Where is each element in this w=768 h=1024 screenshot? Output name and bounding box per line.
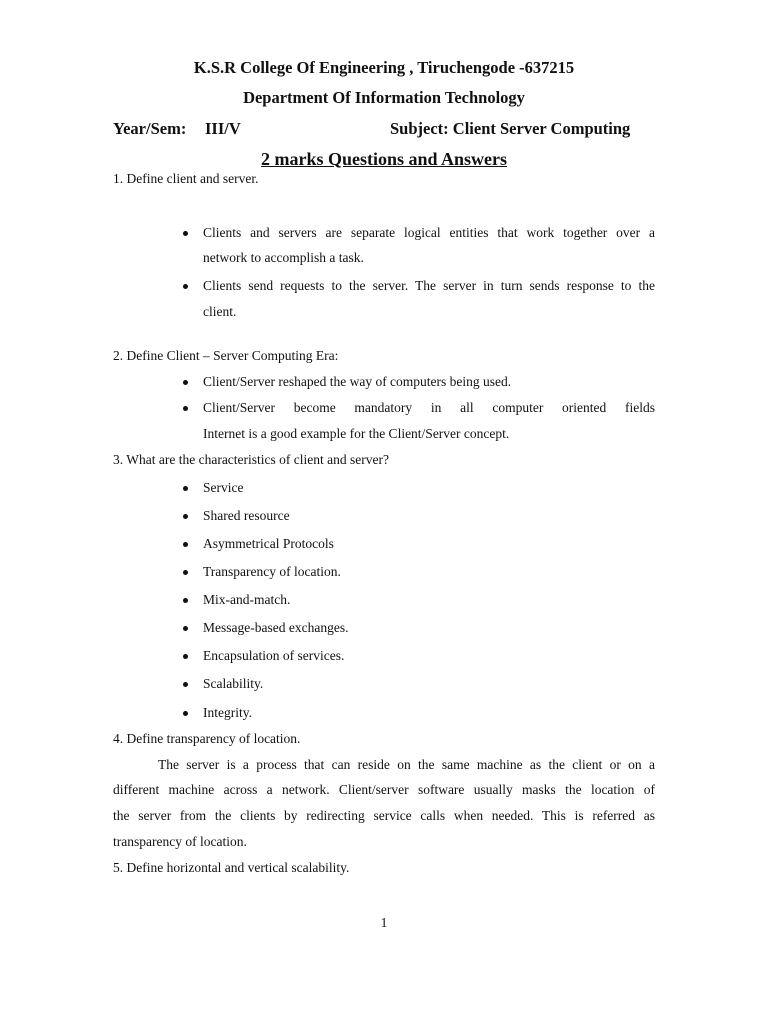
characteristic-item: Transparency of location. xyxy=(203,564,341,579)
answer-4-line-1: The server is a process that can reside on the same machine as the client or on a xyxy=(158,757,655,772)
bullet-icon xyxy=(183,542,188,547)
bullet-icon xyxy=(183,284,188,289)
department-heading: Department Of Information Technology xyxy=(243,88,525,107)
answer-4-line-2: different machine across a network. Client/server software usually masks the location of xyxy=(113,782,655,797)
answer-4-line-3: the server from the clients by redirecting service calls when needed. This is referred as xyxy=(113,808,655,823)
year-sem-value: III/V xyxy=(205,119,241,138)
question-1: 1. Define client and server. xyxy=(113,171,259,186)
question-2: 2. Define Client – Server Computing Era: xyxy=(113,348,339,363)
characteristic-item: Asymmetrical Protocols xyxy=(203,536,334,551)
question-3: 3. What are the characteristics of client and server? xyxy=(113,452,389,467)
bullet-icon xyxy=(183,570,188,575)
characteristic-item: Shared resource xyxy=(203,508,290,523)
subject-heading: Subject: Client Server Computing xyxy=(390,119,631,138)
college-heading: K.S.R College Of Engineering , Tiruchengode -637215 xyxy=(193,58,575,77)
q1-bullet-1-line-1: Clients and servers are separate logical entities that work together over a xyxy=(203,225,655,240)
characteristic-item: Encapsulation of services. xyxy=(203,648,345,663)
bullet-icon xyxy=(183,486,188,491)
q1-bullet-2-line-1: Clients send requests to the server. The server in turn sends response to the xyxy=(203,278,655,293)
bullet-icon xyxy=(183,514,188,519)
bullet-icon xyxy=(183,682,188,687)
q2-bullet-2-line-2: Internet is a good example for the Client/Server concept. xyxy=(203,426,510,441)
bullet-icon xyxy=(183,598,188,603)
q2-bullet-1: Client/Server reshaped the way of computers being used. xyxy=(203,374,512,389)
characteristic-item: Integrity. xyxy=(203,705,252,720)
bullet-icon xyxy=(183,406,188,411)
characteristic-item: Service xyxy=(203,480,244,495)
question-5: 5. Define horizontal and vertical scalability. xyxy=(113,860,350,875)
bullet-icon xyxy=(183,711,188,716)
characteristic-item: Scalability. xyxy=(203,676,264,691)
bullet-icon xyxy=(183,380,188,385)
q2-bullet-2-line-1: Client/Server become mandatory in all computer oriented fields xyxy=(203,400,655,415)
characteristic-item: Mix-and-match. xyxy=(203,592,291,607)
q1-bullet-2-line-2: client. xyxy=(203,304,237,319)
document-title: 2 marks Questions and Answers xyxy=(260,149,508,169)
answer-4-line-4: transparency of location. xyxy=(113,834,247,849)
question-4: 4. Define transparency of location. xyxy=(113,731,301,746)
bullet-icon xyxy=(183,231,188,236)
page-number: 1 xyxy=(380,915,388,930)
year-sem-label: Year/Sem: xyxy=(113,119,187,138)
characteristic-item: Message-based exchanges. xyxy=(203,620,349,635)
q1-bullet-1-line-2: network to accomplish a task. xyxy=(203,250,364,265)
bullet-icon xyxy=(183,654,188,659)
bullet-icon xyxy=(183,626,188,631)
